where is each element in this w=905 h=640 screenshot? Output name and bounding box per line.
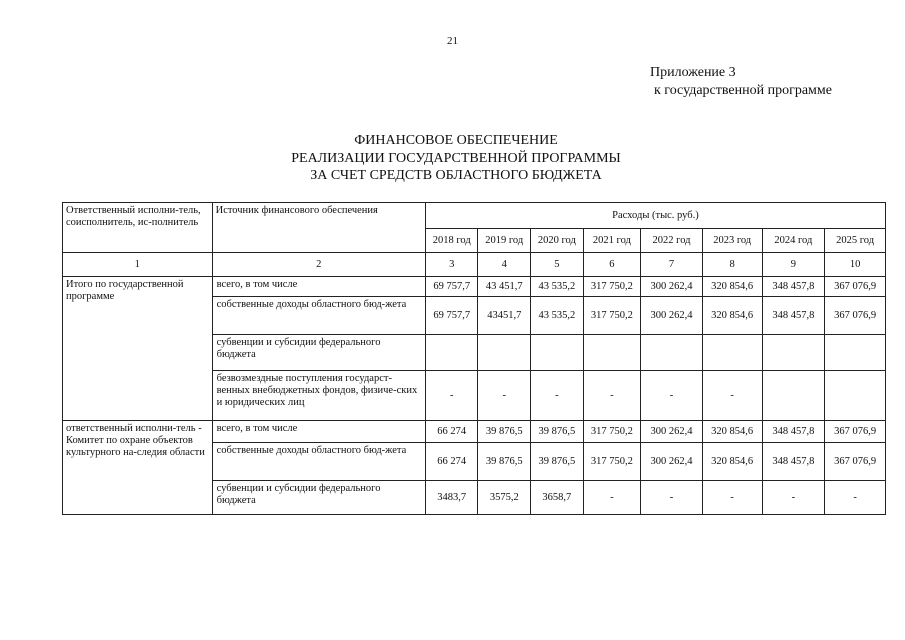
document-title <box>0 132 905 185</box>
value-cell: 317 750,2 <box>583 443 641 481</box>
value-cell: 317 750,2 <box>583 421 641 443</box>
header-expenses: Расходы (тыс. руб.) <box>425 203 885 229</box>
value-cell: - <box>583 481 641 515</box>
column-number: 7 <box>641 253 703 277</box>
value-cell <box>478 335 531 371</box>
value-cell: 367 076,9 <box>825 421 886 443</box>
value-cell: 43 535,2 <box>531 297 584 335</box>
value-cell: 320 854,6 <box>702 443 762 481</box>
header-year: 2025 год <box>825 229 886 253</box>
value-cell: 66 274 <box>425 443 478 481</box>
value-cell: 367 076,9 <box>825 277 886 297</box>
source-cell: всего, в том числе <box>212 277 425 297</box>
value-cell: 367 076,9 <box>825 297 886 335</box>
value-cell: 300 262,4 <box>641 443 703 481</box>
value-cell: - <box>425 371 478 421</box>
table-row <box>63 277 886 297</box>
value-cell: 317 750,2 <box>583 297 641 335</box>
title-line-3: ЗА СЧЕТ СРЕДСТВ ОБЛАСТНОГО БЮДЖЕТА <box>310 168 602 183</box>
value-cell: 43 535,2 <box>531 277 584 297</box>
value-cell: 39 876,5 <box>478 421 531 443</box>
source-cell: безвозмездные поступления государст-венных внебюджетных фондов, физиче-ских и юридических лиц <box>212 371 425 421</box>
value-cell: - <box>641 481 703 515</box>
value-cell: - <box>762 481 825 515</box>
column-number: 6 <box>583 253 641 277</box>
responsible-cell: ответственный исполни-тель - Комитет по охране объектов культурного на-следия области <box>63 421 213 515</box>
value-cell: 43 451,7 <box>478 277 531 297</box>
header-year: 2019 год <box>478 229 531 253</box>
header-row-1 <box>63 203 886 229</box>
value-cell: 367 076,9 <box>825 443 886 481</box>
value-cell: 66 274 <box>425 421 478 443</box>
header-year: 2018 год <box>425 229 478 253</box>
value-cell: 348 457,8 <box>762 421 825 443</box>
value-cell <box>762 335 825 371</box>
source-cell: собственные доходы областного бюд-жета <box>212 443 425 481</box>
column-number: 3 <box>425 253 478 277</box>
value-cell: 69 757,7 <box>425 297 478 335</box>
table-row <box>63 421 886 443</box>
source-cell: всего, в том числе <box>212 421 425 443</box>
source-cell: субвенции и субсидии федерального бюджета <box>212 481 425 515</box>
header-year: 2020 год <box>531 229 584 253</box>
financing-table <box>62 202 886 515</box>
value-cell <box>531 335 584 371</box>
column-number: 8 <box>702 253 762 277</box>
value-cell: 348 457,8 <box>762 277 825 297</box>
header-year: 2021 год <box>583 229 641 253</box>
value-cell: 39 876,5 <box>531 421 584 443</box>
header-year: 2023 год <box>702 229 762 253</box>
value-cell: 300 262,4 <box>641 421 703 443</box>
value-cell: - <box>702 481 762 515</box>
header-year: 2024 год <box>762 229 825 253</box>
value-cell: 69 757,7 <box>425 277 478 297</box>
header-responsible: Ответственный исполни-тель, соисполнитель, ис-полнитель <box>63 203 213 253</box>
column-number: 1 <box>63 253 213 277</box>
value-cell <box>825 335 886 371</box>
value-cell: - <box>641 371 703 421</box>
value-cell: 348 457,8 <box>762 443 825 481</box>
column-number: 4 <box>478 253 531 277</box>
value-cell: - <box>702 371 762 421</box>
value-cell <box>583 335 641 371</box>
value-cell: - <box>583 371 641 421</box>
value-cell: - <box>531 371 584 421</box>
value-cell: 3483,7 <box>425 481 478 515</box>
value-cell <box>825 371 886 421</box>
value-cell: 317 750,2 <box>583 277 641 297</box>
appendix-line-1: Приложение 3 <box>650 65 736 80</box>
column-number: 10 <box>825 253 886 277</box>
value-cell: 320 854,6 <box>702 421 762 443</box>
responsible-cell: Итого по государственной программе <box>63 277 213 421</box>
value-cell <box>762 371 825 421</box>
value-cell: 3658,7 <box>531 481 584 515</box>
value-cell: 300 262,4 <box>641 277 703 297</box>
appendix-note <box>650 64 832 100</box>
value-cell: 3575,2 <box>478 481 531 515</box>
value-cell <box>641 335 703 371</box>
value-cell: - <box>478 371 531 421</box>
column-number: 9 <box>762 253 825 277</box>
title-line-2: РЕАЛИЗАЦИИ ГОСУДАРСТВЕННОЙ ПРОГРАММЫ <box>291 150 621 166</box>
value-cell: - <box>825 481 886 515</box>
header-year: 2022 год <box>641 229 703 253</box>
value-cell <box>702 335 762 371</box>
value-cell: 43451,7 <box>478 297 531 335</box>
page-number: 21 <box>447 35 458 47</box>
header-source: Источник финансового обеспечения <box>212 203 425 253</box>
title-line-1: ФИНАНСОВОЕ ОБЕСПЕЧЕНИЕ <box>354 133 558 148</box>
column-number: 2 <box>212 253 425 277</box>
appendix-line-2: к государственной программе <box>654 83 832 98</box>
value-cell: 39 876,5 <box>531 443 584 481</box>
value-cell: 39 876,5 <box>478 443 531 481</box>
source-cell: субвенции и субсидии федерального бюджета <box>212 335 425 371</box>
value-cell: 320 854,6 <box>702 277 762 297</box>
column-number: 5 <box>531 253 584 277</box>
value-cell: 348 457,8 <box>762 297 825 335</box>
source-cell: собственные доходы областного бюд-жета <box>212 297 425 335</box>
value-cell: 320 854,6 <box>702 297 762 335</box>
column-numbers-row <box>63 253 886 277</box>
value-cell: 300 262,4 <box>641 297 703 335</box>
value-cell <box>425 335 478 371</box>
